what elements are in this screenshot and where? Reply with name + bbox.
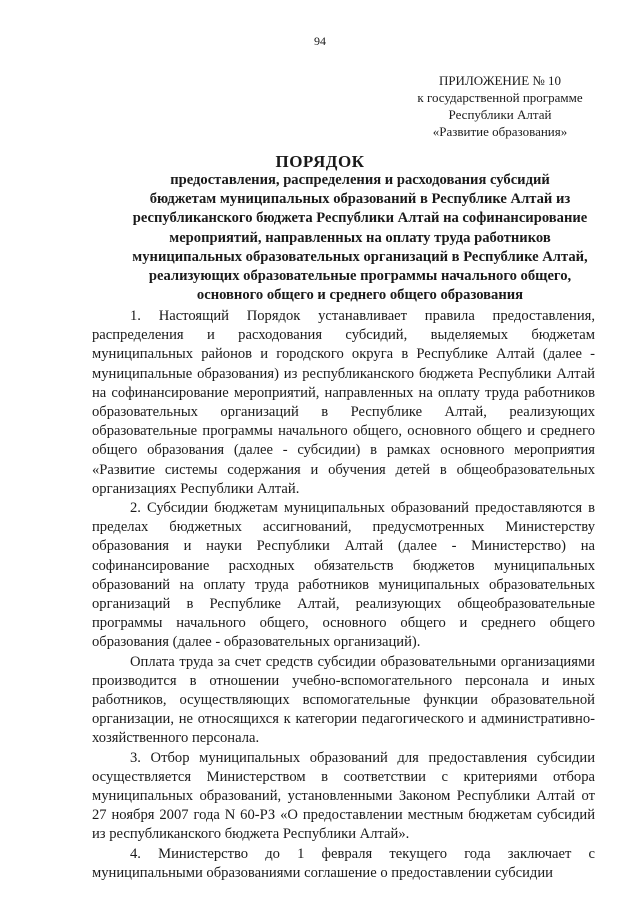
paragraph-4: 4. Министерство до 1 февраля текущего года заключает с муниципальными образованиями соглашение о предоставлении субсидии (92, 845, 595, 881)
paragraph-2: 2. Субсидии бюджетам муниципальных образований предоставляются в пределах бюджетных ассигнований, предусмотренных Министерству образования и науки Республики Алтай (далее - Министерство) на софинансирование расходных обязательств бюджетов муниципальных образований на оплату труда работников муниципальных образовательных организаций в Республике Алтай, реализующих общеобразовательные программы начального общего, основного общего и среднего общего образования (далее - образовательных организаций). (92, 500, 595, 651)
subtitle-line: бюджетам муниципальных образований в Республике Алтай из (149, 191, 571, 208)
appendix-line: ПРИЛОЖЕНИЕ № 10 (438, 73, 562, 88)
subtitle-line: муниципальных образовательных организаций в Республике Алтай, (132, 248, 588, 265)
paragraph-2-continued: Оплата труда за счет средств субсидии образовательными организациями производится в отношении учебно-вспомогательного персонала и иных работников, осуществляющих вспомогательные функции образовательной организации, не относящихся к категории педагогического и административно-хозяйственного персонала. (92, 653, 595, 747)
paragraph-3: 3. Отбор муниципальных образований для предоставления субсидии осуществляется Министерством в соответствии с критериями отбора муниципальных образований, установленными Законом Республики Алтай от 27 ноября 2007 года N 60-РЗ «О предоставлении местным бюджетам субсидий из республиканского бюджета Республики Алтай». (92, 749, 595, 843)
appendix-line: Республики Алтай (448, 107, 552, 122)
subtitle-line: основного общего и среднего общего образования (196, 287, 524, 304)
subtitle-line: мероприятий, направленных на оплату труда работников (169, 229, 551, 246)
document-title: ПОРЯДОК (275, 152, 365, 171)
subtitle-line: республиканского бюджета Республики Алтай на софинансирование (132, 210, 588, 227)
paragraph-1: 1. Настоящий Порядок устанавливает правила предоставления, распределения и расходования субсидий, выделяемых бюджетам муниципальных районов и городского округа в Республике Алтай (далее - муниципальные образования) из республиканского бюджета Республики Алтай на софинансирование мероприятий, направленных на оплату труда работников образовательных организаций в Республике Алтай, реализующих образовательные программы начального общего, основного общего и среднего общего образования (далее - субсидии) в рамках основного мероприятия «Развитие системы содержания и обучения детей в общеобразовательных организациях Республики Алтай. (92, 308, 595, 497)
appendix-line: к государственной программе (417, 90, 583, 105)
document-subtitle (100, 171, 620, 305)
page-number: 94 (314, 34, 326, 48)
document-body (92, 307, 595, 883)
appendix-line: «Развитие образования» (432, 124, 568, 139)
subtitle-line: предоставления, распределения и расходования субсидий (170, 172, 550, 188)
appendix-header (400, 72, 600, 140)
subtitle-line: реализующих образовательные программы начального общего, (148, 268, 572, 285)
